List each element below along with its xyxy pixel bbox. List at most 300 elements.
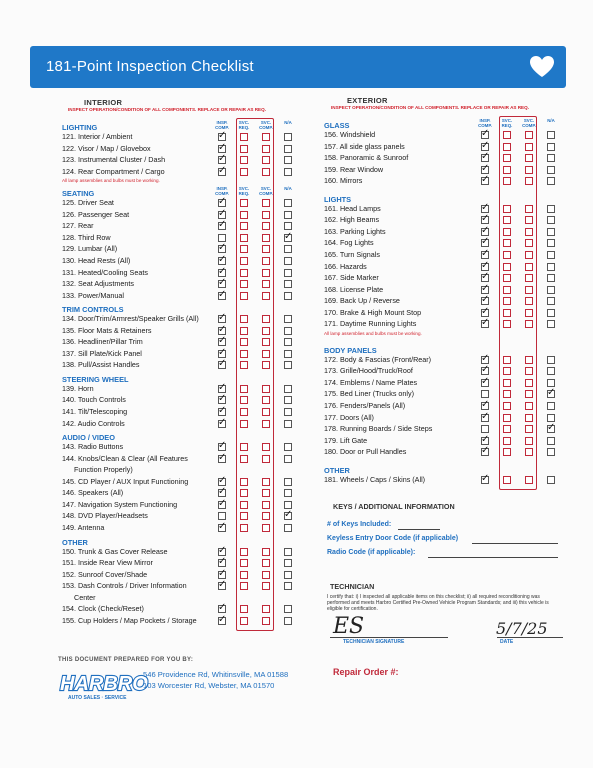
check-mark-icon: ✓ (218, 253, 227, 265)
checklist-item-label: 129. Lumbar (All) (62, 244, 118, 254)
checklist-item-label: 161. Head Lamps (324, 203, 381, 213)
checklist-item-label: 124. Rear Compartment / Cargo (62, 166, 165, 176)
checklist-item-label: 167. Side Marker (324, 273, 379, 283)
interior-group-0-title: LIGHTING (62, 123, 98, 132)
insp-checkbox[interactable] (218, 579, 227, 591)
insp-checkbox[interactable] (481, 390, 489, 398)
insp-checkbox[interactable] (481, 317, 490, 329)
na-checkbox[interactable] (284, 478, 292, 486)
checklist-item-label: 128. Third Row (62, 232, 111, 242)
na-checkbox[interactable] (284, 211, 292, 219)
check-mark-icon: ✓ (481, 236, 490, 248)
na-checkbox[interactable] (284, 269, 292, 277)
na-checkbox[interactable] (284, 571, 292, 579)
check-mark-icon: ✓ (481, 162, 490, 174)
insp-checkbox[interactable] (481, 399, 490, 410)
svg-text:HARBRO: HARBRO (60, 673, 148, 695)
signature-line (330, 637, 448, 638)
checklist-item-label: 138. Pull/Assist Handles (62, 360, 140, 370)
na-checkbox[interactable] (284, 396, 292, 404)
checklist-item-label: 151. Inside Rear View Mirror (62, 558, 153, 568)
checklist-item-label: 142. Audio Controls (62, 418, 125, 428)
checklist-item-label: 156. Windshield (324, 130, 376, 139)
na-checkbox[interactable] (284, 559, 292, 567)
check-mark-icon: ✓ (218, 440, 227, 452)
check-mark-icon: ✓ (481, 201, 490, 213)
check-mark-icon: ✓ (218, 346, 227, 358)
checklist-item-label: 152. Sunroof Cover/Shade (62, 569, 148, 579)
check-mark-icon: ✓ (481, 247, 490, 259)
na-checkbox[interactable] (284, 292, 292, 300)
check-mark-icon: ✓ (218, 381, 227, 393)
insp-checkbox[interactable] (218, 613, 227, 625)
check-mark-icon: ✓ (218, 497, 227, 509)
check-mark-icon: ✓ (481, 174, 490, 186)
technician-signature: ES (333, 614, 365, 639)
na-checkbox[interactable] (284, 199, 292, 207)
check-mark-icon: ✓ (218, 219, 227, 231)
check-mark-icon: ✓ (481, 445, 490, 457)
checklist-item-label: 165. Turn Signals (324, 249, 380, 259)
insp-checkbox[interactable] (481, 236, 490, 248)
check-mark-icon: ✓ (218, 242, 227, 254)
check-mark-icon: ✓ (218, 416, 227, 428)
check-mark-icon: ✓ (218, 520, 227, 532)
na-checkbox[interactable] (547, 379, 555, 387)
checklist-item-label: 125. Driver Seat (62, 198, 114, 208)
na-checkbox[interactable] (547, 437, 555, 445)
insp-checkbox[interactable] (218, 130, 227, 141)
insp-checkbox[interactable] (218, 497, 227, 509)
checklist-item-label: 144. Knobs/Clean & Clear (All Features (62, 453, 188, 463)
interior-group-3-title: STEERING WHEEL (62, 374, 129, 384)
checklist-item-label: 176. Fenders/Panels (All) (324, 401, 406, 410)
interior-subtitle: INSPECT OPERATION/CONDITION OF ALL COMPONENTS. REPLACE OR REPAIR AS REQ. (68, 107, 266, 112)
check-mark-icon: ✓ (218, 207, 227, 219)
na-checkbox[interactable] (284, 145, 292, 153)
na-checkbox[interactable] (284, 168, 292, 176)
na-checkbox[interactable] (284, 257, 292, 265)
insp-checkbox[interactable] (218, 451, 227, 463)
checklist-item-label: 146. Speakers (All) (62, 488, 124, 498)
na-checkbox[interactable] (547, 320, 555, 328)
check-mark-icon: ✓ (481, 224, 490, 236)
keyless-code-label: Keyless Entry Door Code (if applicable) (327, 535, 459, 542)
insp-checkbox[interactable] (218, 234, 226, 242)
na-checkbox[interactable] (547, 166, 555, 174)
insp-checkbox[interactable] (481, 352, 490, 364)
column-header: N/A (284, 120, 292, 125)
heart-icon (528, 53, 556, 81)
na-checkbox[interactable] (284, 548, 292, 556)
check-mark-icon: ✓ (481, 271, 490, 283)
insp-checkbox[interactable] (481, 364, 490, 376)
insp-checkbox[interactable] (218, 207, 227, 219)
checklist-item-label: 126. Passenger Seat (62, 209, 130, 219)
check-mark-icon: ✓ (218, 153, 227, 165)
checklist-item-label: 147. Navigation System Functioning (62, 499, 178, 509)
column-header: SVC. REQ. (501, 118, 513, 128)
insp-checkbox[interactable] (218, 381, 227, 393)
insp-checkbox[interactable] (481, 201, 490, 213)
inspection-date: 5/7/25 (496, 619, 548, 638)
check-mark-icon: ✓ (547, 387, 556, 399)
na-checkbox[interactable] (284, 455, 292, 463)
na-checkbox[interactable] (284, 222, 292, 230)
checklist-item-label: 175. Bed Liner (Trucks only) (324, 389, 415, 399)
insp-checkbox[interactable] (218, 312, 227, 324)
check-mark-icon: ✓ (218, 602, 227, 614)
checklist-item-label: 143. Radio Buttons (62, 442, 124, 452)
na-checkbox[interactable] (284, 156, 292, 164)
na-checkbox[interactable] (547, 309, 555, 317)
insp-checkbox[interactable] (481, 128, 490, 139)
insp-checkbox[interactable] (218, 288, 227, 300)
insp-checkbox[interactable] (481, 139, 490, 151)
checklist-item-label: 173. Grille/Hood/Truck/Roof (324, 366, 413, 376)
checklist-item-label: 177. Doors (All) (324, 412, 374, 422)
na-checkbox[interactable] (547, 387, 556, 399)
checklist-item-label: 169. Back Up / Reverse (324, 296, 400, 306)
insp-checkbox[interactable] (218, 416, 227, 428)
insp-checkbox[interactable] (481, 425, 489, 433)
checklist-item-label: 134. Door/Trim/Armrest/Speaker Grills (All) (62, 314, 199, 324)
check-mark-icon: ✓ (284, 230, 293, 242)
check-mark-icon: ✓ (218, 556, 227, 568)
check-mark-icon: ✓ (218, 265, 227, 277)
checklist-item-label: 150. Trunk & Gas Cover Release (62, 546, 168, 556)
exterior-subtitle: INSPECT OPERATION/CONDITION OF ALL COMPONENTS. REPLACE OR REPAIR AS REQ. (331, 105, 529, 110)
insp-checkbox[interactable] (218, 219, 227, 231)
na-checkbox[interactable] (284, 245, 292, 253)
insp-checkbox[interactable] (218, 196, 227, 208)
na-checkbox[interactable] (284, 420, 292, 428)
checklist-item-label: 153. Dash Controls / Driver Information (62, 581, 187, 591)
checklist-item-label: 157. All side glass panels (324, 141, 405, 151)
check-mark-icon: ✓ (284, 509, 293, 521)
na-checkbox[interactable] (284, 524, 292, 532)
na-checkbox[interactable] (547, 476, 555, 484)
check-mark-icon: ✓ (481, 433, 490, 445)
exterior-service-columns-frame (499, 116, 537, 490)
interior-group-4-title: AUDIO / VIDEO (62, 433, 115, 443)
checklist-item-label: 154. Clock (Check/Reset) (62, 604, 144, 614)
insp-checkbox[interactable] (481, 282, 490, 294)
checklist-item-label: 136. Headliner/Pillar Trim (62, 337, 143, 347)
checklist-item-label: 172. Body & Fascias (Front/Rear) (324, 354, 432, 364)
check-mark-icon: ✓ (218, 567, 227, 579)
checklist-item-label: 180. Door or Pull Handles (324, 447, 407, 457)
checklist-item-label: 139. Horn (62, 383, 94, 393)
insp-checkbox[interactable] (218, 253, 227, 265)
na-checkbox[interactable] (547, 402, 555, 410)
checklist-item-label: 163. Parking Lights (324, 226, 386, 236)
na-checkbox[interactable] (284, 361, 292, 369)
na-checkbox[interactable] (547, 422, 556, 434)
na-checkbox[interactable] (284, 582, 292, 590)
checklist-item-label: 168. License Plate (324, 284, 384, 294)
column-header: INSP. COMP. (478, 118, 492, 128)
na-checkbox[interactable] (284, 230, 293, 242)
na-checkbox[interactable] (547, 356, 555, 364)
exterior-group-2-title: BODY PANELS (324, 345, 377, 355)
check-mark-icon: ✓ (481, 282, 490, 294)
na-checkbox[interactable] (547, 205, 555, 213)
check-mark-icon: ✓ (218, 312, 227, 324)
check-mark-icon: ✓ (481, 305, 490, 317)
check-mark-icon: ✓ (481, 128, 490, 139)
exterior-note: All lamp assemblies and bulbs must be working. (324, 330, 422, 336)
svg-text:AUTO SALES · SERVICE: AUTO SALES · SERVICE (68, 695, 127, 701)
checklist-item-label: 174. Emblems / Name Plates (324, 377, 418, 387)
title-banner (30, 46, 566, 88)
na-checkbox[interactable] (284, 408, 292, 416)
interior-service-columns-frame (236, 118, 274, 631)
insp-checkbox[interactable] (481, 294, 490, 306)
check-mark-icon: ✓ (481, 364, 490, 376)
insp-checkbox[interactable] (481, 151, 490, 163)
check-mark-icon: ✓ (218, 613, 227, 625)
interior-title: INTERIOR (84, 98, 123, 107)
insp-checkbox[interactable] (481, 271, 490, 283)
check-mark-icon: ✓ (218, 474, 227, 486)
na-checkbox[interactable] (547, 239, 555, 247)
insp-checkbox[interactable] (481, 410, 490, 422)
insp-checkbox[interactable] (481, 433, 490, 445)
insp-checkbox[interactable] (218, 486, 227, 498)
insp-checkbox[interactable] (218, 141, 227, 153)
check-mark-icon: ✓ (218, 358, 227, 370)
check-mark-icon: ✓ (218, 164, 227, 176)
checklist-item-label: 158. Panoramic & Sunroof (324, 153, 409, 163)
na-checkbox[interactable] (284, 443, 292, 451)
checklist-item-label: 178. Running Boards / Side Steps (324, 424, 433, 434)
column-header: N/A (547, 118, 555, 123)
checklist-item-label: 171. Daytime Running Lights (324, 319, 417, 329)
check-mark-icon: ✓ (218, 335, 227, 347)
check-mark-icon: ✓ (481, 259, 490, 271)
insp-checkbox[interactable] (218, 567, 227, 579)
insp-checkbox[interactable] (481, 305, 490, 317)
na-checkbox[interactable] (547, 263, 555, 271)
insp-checkbox[interactable] (218, 405, 227, 416)
column-header: SVC. REQ. (238, 120, 250, 130)
na-checkbox[interactable] (284, 489, 292, 497)
radio-code-label: Radio Code (if applicable): (327, 549, 416, 556)
checklist-item-label: 166. Hazards (324, 261, 367, 271)
column-header: SVC. REQ. (238, 186, 250, 197)
signature-label: TECHNICIAN SIGNATURE (343, 639, 405, 645)
checklist-item-label: 133. Power/Manual (62, 290, 124, 300)
checklist-item-label: 127. Rear (62, 221, 94, 231)
insp-checkbox[interactable] (218, 602, 227, 614)
column-header: SVC. COMP. (259, 186, 273, 197)
checklist-item-label: 135. Floor Mats & Retainers (62, 325, 152, 335)
check-mark-icon: ✓ (218, 393, 227, 405)
checklist-item-label: 179. Lift Gate (324, 435, 368, 445)
na-checkbox[interactable] (547, 274, 555, 282)
check-mark-icon: ✓ (218, 130, 227, 141)
checklist-item-label: 122. Visor / Map / Glovebox (62, 143, 151, 153)
checklist-item-label: 137. Sill Plate/Kick Panel (62, 348, 142, 358)
insp-checkbox[interactable] (481, 174, 490, 186)
na-checkbox[interactable] (284, 315, 292, 323)
na-checkbox[interactable] (547, 131, 555, 139)
exterior-group-0-title: GLASS (324, 121, 350, 130)
checklist-item-label: 132. Seat Adjustments (62, 279, 134, 289)
checklist-item-label: 181. Wheels / Caps / Skins (All) (324, 474, 426, 484)
na-checkbox[interactable] (284, 501, 292, 509)
insp-checkbox[interactable] (218, 358, 227, 370)
check-mark-icon: ✓ (218, 196, 227, 208)
insp-checkbox[interactable] (218, 512, 226, 520)
insp-checkbox[interactable] (218, 323, 227, 335)
technician-title: TECHNICIAN (330, 582, 375, 591)
address-line-2: 103 Worcester Rd, Webster, MA 01570 (143, 681, 275, 690)
checklist-item-label: 160. Mirrors (324, 176, 363, 186)
na-checkbox[interactable] (547, 251, 555, 259)
num-keys-label: # of Keys Included: (327, 521, 392, 528)
na-checkbox[interactable] (547, 177, 555, 185)
na-checkbox[interactable] (284, 605, 292, 613)
check-mark-icon: ✓ (481, 317, 490, 329)
na-checkbox[interactable] (547, 414, 555, 422)
na-checkbox[interactable] (284, 338, 292, 346)
check-mark-icon: ✓ (218, 141, 227, 153)
checklist-item-label: 121. Interior / Ambient (62, 132, 133, 141)
repair-order-label: Repair Order #: (333, 667, 399, 677)
checklist-item-label: 131. Heated/Cooling Seats (62, 267, 148, 277)
insp-checkbox[interactable] (218, 474, 227, 486)
radio-code-field[interactable] (428, 557, 558, 558)
insp-checkbox[interactable] (218, 556, 227, 568)
interior-group-2-title: TRIM CONTROLS (62, 305, 124, 315)
insp-checkbox[interactable] (481, 259, 490, 271)
na-checkbox[interactable] (547, 367, 555, 375)
date-line (497, 637, 563, 638)
na-checkbox[interactable] (284, 617, 292, 625)
check-mark-icon: ✓ (218, 544, 227, 556)
na-checkbox[interactable] (547, 154, 555, 162)
insp-checkbox[interactable] (481, 247, 490, 259)
check-mark-icon: ✓ (218, 405, 227, 416)
na-checkbox[interactable] (547, 143, 555, 151)
check-mark-icon: ✓ (481, 375, 490, 387)
na-checkbox[interactable] (547, 286, 555, 294)
column-header: INSP. COMP. (215, 186, 229, 197)
insp-checkbox[interactable] (481, 213, 490, 225)
checklist-item-label-cont: Function Properly) (74, 465, 133, 475)
insp-checkbox[interactable] (218, 335, 227, 347)
technician-statement: I certify that: i) I inspected all applicable items on this checklist; ii) all required reconditioning was performed and meets Harbro Certified Pre-Owned Vehicle Program Standards; and iii) this vehicle is eligible for certification. (327, 594, 549, 612)
check-mark-icon: ✓ (481, 294, 490, 306)
insp-checkbox[interactable] (218, 265, 227, 277)
insp-checkbox[interactable] (218, 277, 227, 289)
prepared-by-label: THIS DOCUMENT PREPARED FOR YOU BY: (58, 657, 194, 663)
insp-checkbox[interactable] (218, 393, 227, 405)
check-mark-icon: ✓ (218, 486, 227, 498)
checklist-item-label: 123. Instrumental Cluster / Dash (62, 155, 166, 165)
na-checkbox[interactable] (284, 350, 292, 358)
insp-checkbox[interactable] (218, 164, 227, 176)
insp-checkbox[interactable] (218, 153, 227, 165)
date-label: DATE (500, 639, 514, 645)
checklist-item-label: 164. Fog Lights (324, 238, 374, 248)
insp-checkbox[interactable] (218, 440, 227, 452)
check-mark-icon: ✓ (481, 410, 490, 422)
check-mark-icon: ✓ (218, 288, 227, 300)
checklist-item-label: 170. Brake & High Mount Stop (324, 307, 422, 317)
check-mark-icon: ✓ (481, 139, 490, 151)
na-checkbox[interactable] (284, 133, 292, 141)
check-mark-icon: ✓ (481, 399, 490, 410)
na-checkbox[interactable] (284, 280, 292, 288)
na-checkbox[interactable] (547, 228, 555, 236)
na-checkbox[interactable] (284, 385, 292, 393)
checklist-item-label: 162. High Beams (324, 215, 380, 225)
keyless-code-field[interactable] (472, 543, 558, 544)
num-keys-field[interactable] (398, 529, 440, 530)
insp-checkbox[interactable] (481, 224, 490, 236)
page-title: 181-Point Inspection Checklist (46, 58, 254, 75)
check-mark-icon: ✓ (547, 422, 556, 434)
harbro-logo (58, 668, 148, 702)
check-mark-icon: ✓ (218, 323, 227, 335)
checklist-item-label: 149. Antenna (62, 522, 105, 532)
checklist-item-label-cont: Center (74, 592, 96, 602)
na-checkbox[interactable] (284, 509, 293, 521)
insp-checkbox[interactable] (218, 544, 227, 556)
exterior-title: EXTERIOR (347, 96, 388, 105)
column-header: N/A (284, 186, 292, 192)
insp-checkbox[interactable] (481, 375, 490, 387)
na-checkbox[interactable] (547, 448, 555, 456)
checklist-item-label: 140. Touch Controls (62, 395, 126, 405)
insp-checkbox[interactable] (481, 472, 490, 484)
insp-checkbox[interactable] (481, 445, 490, 457)
insp-checkbox[interactable] (218, 242, 227, 254)
check-mark-icon: ✓ (481, 472, 490, 484)
column-header: SVC. COMP. (259, 120, 273, 130)
check-mark-icon: ✓ (481, 352, 490, 364)
address-line-1: 546 Providence Rd, Whitinsville, MA 01588 (143, 670, 289, 679)
check-mark-icon: ✓ (218, 451, 227, 463)
insp-checkbox[interactable] (218, 520, 227, 532)
column-header: SVC. COMP. (522, 118, 536, 128)
exterior-group-1-title: LIGHTS (324, 194, 352, 204)
insp-checkbox[interactable] (218, 346, 227, 358)
checklist-item-label: 148. DVD Player/Headsets (62, 511, 148, 521)
checklist-item-label: 155. Cup Holders / Map Pockets / Storage (62, 615, 197, 625)
interior-group-1-title: SEATING (62, 189, 95, 199)
na-checkbox[interactable] (284, 327, 292, 335)
checklist-item-label: 141. Tilt/Telescoping (62, 407, 128, 416)
check-mark-icon: ✓ (481, 151, 490, 163)
check-mark-icon: ✓ (218, 579, 227, 591)
column-header: INSP. COMP. (215, 120, 229, 130)
check-mark-icon: ✓ (218, 277, 227, 289)
checklist-item-label: 130. Head Rests (All) (62, 255, 131, 265)
checklist-item-label: 145. CD Player / AUX Input Functioning (62, 476, 189, 486)
insp-checkbox[interactable] (481, 162, 490, 174)
checklist-item-label: 159. Rear Window (324, 164, 384, 174)
na-checkbox[interactable] (547, 216, 555, 224)
check-mark-icon: ✓ (481, 213, 490, 225)
exterior-group-3-title: OTHER (324, 465, 350, 475)
na-checkbox[interactable] (547, 297, 555, 305)
interior-group-5-title: OTHER (62, 537, 88, 547)
keys-title: KEYS / ADDITIONAL INFORMATION (333, 502, 455, 511)
